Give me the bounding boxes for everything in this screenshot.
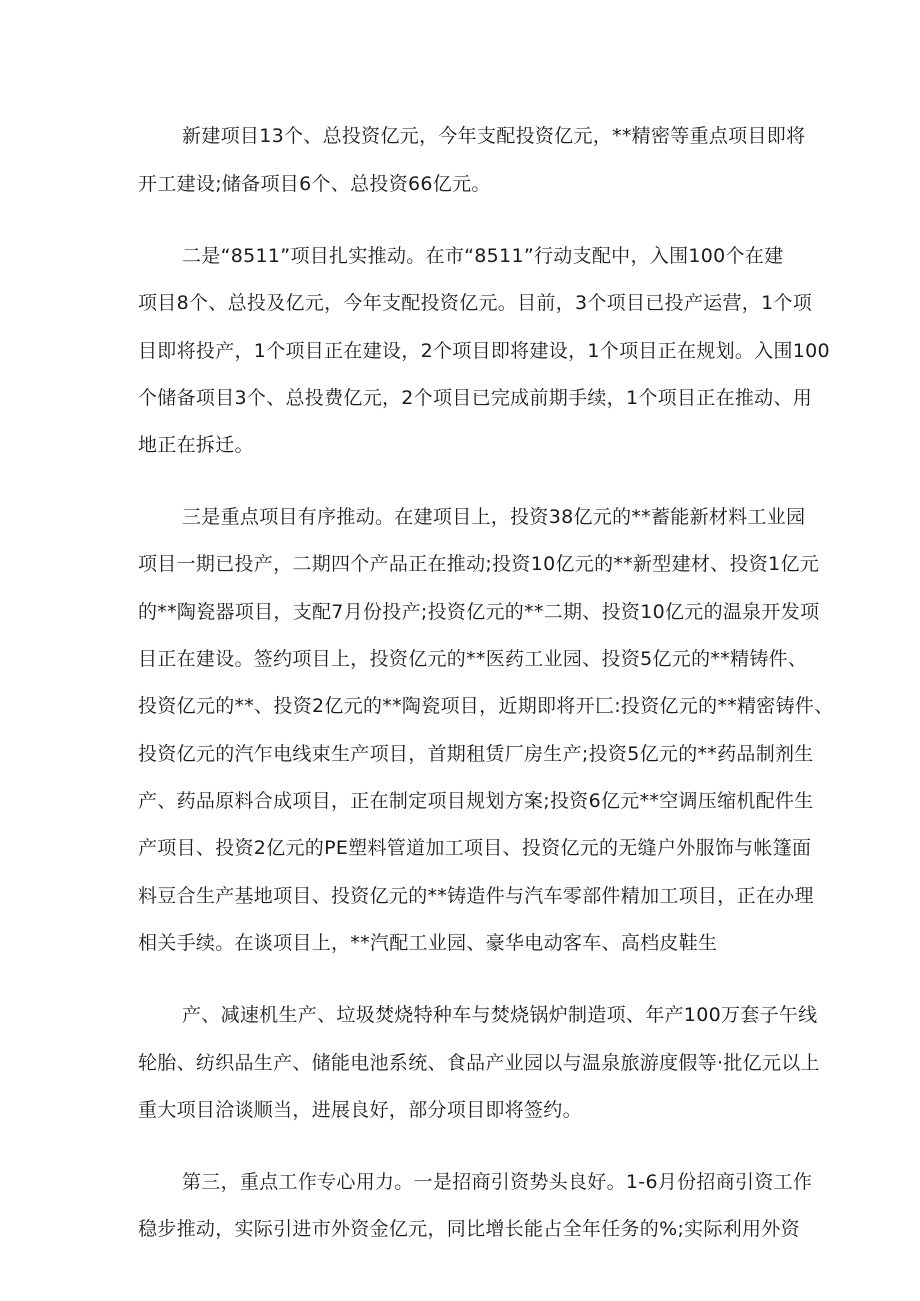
paragraph-line: 产、减速机生产、垃圾焚烧特种车与焚烧锅炉制造项、年产100万套子午线 (182, 1004, 818, 1026)
paragraph-line: 项目8个、总投及亿元，今年支配投资亿元。目前，3个项目已投产运营，1个项 (138, 292, 813, 314)
paragraph-line: 个储备项目3个、总投费亿元，2个项目已完成前期手续，1个项目正在推动、用 (138, 387, 813, 409)
paragraph-line: 开工建设;储备项目6个、总投资66亿元。 (138, 173, 491, 195)
paragraph-line: 投资亿元的**、投资2亿元的**陶瓷项目，近期即将开匚:投资亿元的**精密铸件、 (138, 695, 834, 717)
paragraph-line: 第三，重点工作专心用力。一是招商引资势头良好。1-6月份招商引资工作 (182, 1171, 813, 1193)
paragraph-line: 地正在拆迁。 (138, 434, 254, 456)
paragraph-line: 新建项目13个、总投资亿元，今年支配投资亿元，**精密等重点项目即将 (182, 125, 806, 147)
paragraph-line: 产项目、投资2亿元的PE塑料管道加工项目、投资亿元的无缝户外服饰与帐篷面 (138, 837, 812, 859)
paragraph-line: 重大项目洽谈顺当，进展良好，部分项目即将签约。 (138, 1099, 582, 1121)
paragraph-line: 目正在建设。签约项目上，投资亿元的**医药工业园、投资5亿元的**精铸件、 (138, 648, 808, 670)
paragraph-line: 二是“8511”项目扎实推动。在市“8511”行动支配中，入围100个在建 (182, 245, 784, 267)
paragraph-line: 目即将投产，1个项目正在建设，2个项目即将建设，1个项目正在规划。入围100 (138, 340, 830, 362)
paragraph-line: 产、药品原料合成项目，正在制定项目规划方案;投资6亿元**空调压缩机配件生 (138, 790, 814, 812)
paragraph-line: 稳步推动，实际引进市外资金亿元，同比增长能占全年任务的%;实际利用外资 (138, 1218, 800, 1240)
paragraph-line: 相关手续。在谈项目上，**汽配工业园、豪华电动客车、高档皮鞋生 (138, 932, 718, 954)
paragraph-line: 项目一期已投产，二期四个产品正在推动;投资10亿元的**新型建材、投资1亿元 (138, 553, 820, 575)
paragraph-line: 轮胎、纺织品生产、储能电池系统、食品产业园以与温泉旅游度假等·批亿元以上 (138, 1052, 820, 1074)
paragraph-line: 投资亿元的汽乍电线束生产项目，首期租赁厂房生产;投资5亿元的**药品制剂生 (138, 743, 814, 765)
paragraph-line: 料豆合生产基地项目、投资亿元的**铸造件与汽车零部件精加工项目，正在办理 (138, 885, 814, 907)
paragraph-line: 三是重点项目有序推动。在建项目上，投资38亿元的**蓄能新材料工业园 (182, 506, 806, 528)
paragraph-line: 的**陶瓷器项目，支配7月份投产;投资亿元的**二期、投资10亿元的温泉开发项 (138, 601, 820, 623)
